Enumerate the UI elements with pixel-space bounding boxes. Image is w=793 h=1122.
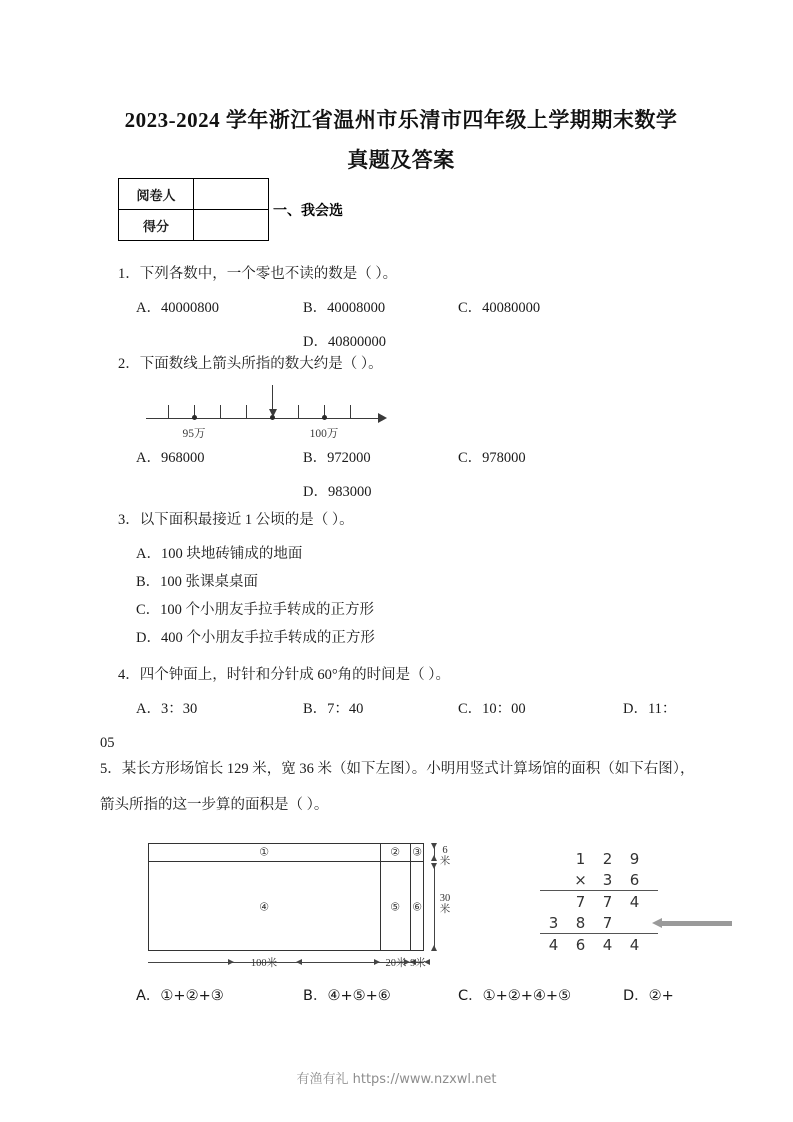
number-line-axis (146, 418, 380, 419)
grader-label: 阅卷人 (119, 179, 194, 210)
question-2-option-c[interactable]: C．978000 (458, 450, 526, 466)
question-2-option-a[interactable]: A．968000 (136, 450, 205, 466)
title-line-1: 2023-2024 学年浙江省温州市乐清市四年级上学期期末数学 (124, 108, 678, 132)
question-5-option-b[interactable]: B．④+⑤+⑥ (303, 988, 391, 1004)
question-4-option-a[interactable]: A．3：30 (136, 701, 198, 717)
dimension-arrow-icon (404, 959, 410, 965)
rectangle-horizontal-divider (148, 861, 424, 862)
dimension-label-20m: 20米 (385, 958, 407, 969)
multiplication-row-partial-2 (540, 912, 658, 933)
number-line-label-95wan: 95万 (182, 428, 206, 440)
question-1-option-a[interactable]: A．40000800 (136, 300, 219, 316)
table-row (119, 210, 269, 241)
multiplication-row-partial-1 (540, 891, 658, 912)
region-label-5: ⑤ (390, 900, 400, 914)
question-3-option-c[interactable]: C．100 个小朋友手拉手转成的正方形 (136, 602, 375, 618)
question-4-option-d[interactable]: D．11： (623, 701, 677, 717)
number-line-pointer-arrow-icon (272, 385, 273, 411)
rectangle-vertical-divider-2 (410, 843, 411, 951)
question-3-option-d[interactable]: D．400 个小朋友手拉手转成的正方形 (136, 630, 375, 646)
score-label: 得分 (119, 210, 194, 241)
vertical-multiplication-figure (540, 848, 700, 963)
mult-cell: 6 (575, 935, 586, 954)
mult-cell: 7 (602, 892, 613, 911)
question-2-option-d[interactable]: D．983000 (303, 484, 372, 500)
question-2-options-row-1 (118, 446, 693, 470)
number-line-tick (298, 405, 299, 419)
mult-cell: 9 (629, 849, 640, 868)
dimension-arrow-icon (431, 945, 437, 951)
question-1-option-b[interactable]: B．40008000 (303, 300, 386, 316)
question-4-option-c[interactable]: C．10：00 (458, 701, 526, 717)
multiplication-row-multiplier (540, 869, 658, 890)
question-3-option-b[interactable]: B．100 张课桌桌面 (136, 574, 259, 590)
page-title (96, 100, 706, 180)
section-heading: 一、我会选 (273, 202, 343, 219)
question-2 (118, 352, 693, 376)
number-line-diagram (146, 385, 396, 443)
dimension-label-30m: 30米 (439, 893, 451, 915)
question-1-option-d[interactable]: D．40800000 (303, 334, 386, 350)
region-label-1: ① (259, 845, 269, 859)
dimension-arrow-icon (228, 959, 234, 965)
question-1 (118, 262, 693, 354)
question-2-options (118, 446, 693, 504)
question-5-stem-line-2: 箭头所指的这一步算的面积是（ ）。 (100, 797, 329, 813)
dimension-label-9m: 9米 (410, 958, 426, 969)
question-4-option-d-continued[interactable]: 05 (100, 735, 115, 751)
region-label-4: ④ (259, 900, 269, 914)
number-line-arrowhead-icon (378, 413, 387, 423)
question-5-option-c[interactable]: C．①+②+④+⑤ (458, 988, 572, 1004)
question-5-options (118, 984, 693, 1008)
mult-cell: 8 (575, 913, 586, 932)
mult-cell: 6 (629, 870, 640, 889)
dimension-label-6m: 6米 (439, 845, 451, 867)
question-2-options-row-2 (118, 480, 693, 504)
dimension-arrow-icon (431, 855, 437, 861)
question-3-stem: 3．以下面积最接近 1 公顷的是（ ）。 (118, 512, 354, 528)
multiplication-row-product (540, 934, 658, 955)
question-1-options-row-2 (118, 330, 693, 354)
score-value[interactable] (194, 210, 269, 241)
multiplication-grid (540, 848, 658, 955)
title-line-2: 真题及答案 (347, 148, 455, 172)
region-label-2: ② (390, 845, 400, 859)
question-1-option-c[interactable]: C．40080000 (458, 300, 541, 316)
question-5-options-row (118, 984, 693, 1008)
number-line-label-100wan: 100万 (309, 428, 339, 440)
number-line-point (322, 415, 327, 420)
question-2-option-b[interactable]: B．972000 (303, 450, 371, 466)
dimension-label-100m: 100米 (250, 958, 278, 969)
mult-cell: 3 (548, 913, 559, 932)
rectangle-vertical-divider-1 (380, 843, 381, 951)
mult-cell: 4 (602, 935, 613, 954)
number-line-tick (246, 405, 247, 419)
mult-cell: 1 (575, 849, 586, 868)
question-1-options-row-1 (118, 296, 693, 320)
multiply-sign-icon: × (574, 870, 587, 889)
dimension-arrow-icon (431, 843, 437, 849)
pointing-arrow-icon (652, 919, 732, 928)
question-5-option-d[interactable]: D．②+ (623, 988, 674, 1004)
number-line-point (192, 415, 197, 420)
score-area (118, 178, 343, 241)
mult-cell: 4 (629, 892, 640, 911)
question-4-stem: 4．四个钟面上，时针和分针成 60°角的时间是（ ）。 (118, 667, 451, 683)
question-3 (118, 508, 693, 652)
number-line-tick (220, 405, 221, 419)
dimension-line-30m (434, 863, 435, 951)
region-label-6: ⑥ (412, 900, 422, 914)
grading-table (118, 178, 269, 241)
question-4-options-row-2 (100, 731, 693, 755)
mult-cell: 2 (602, 849, 613, 868)
mult-cell: 3 (602, 870, 613, 889)
question-5-option-a[interactable]: A．①+②+③ (136, 988, 224, 1004)
dimension-arrow-icon (296, 959, 302, 965)
question-5-stem-line-1: 5．某长方形场馆长 129 米，宽 36 米（如下左图）。小明用竖式计算场馆的面积（如下右图）， (100, 761, 695, 777)
question-4-options-row-1 (118, 697, 693, 721)
region-label-3: ③ (412, 845, 422, 859)
mult-cell: 7 (602, 913, 613, 932)
footer-watermark: 有渔有礼 https://www.nzxwl.net (296, 1072, 497, 1087)
question-1-stem: 1．下列各数中，一个零也不读的数是（ ）。 (118, 266, 398, 282)
dimension-arrow-icon (431, 863, 437, 869)
question-2-stem: 2．下面数线上箭头所指的数大约是（ ）。 (118, 356, 383, 372)
stadium-rectangle-figure (148, 843, 466, 978)
table-row (119, 179, 269, 210)
dimension-arrow-icon (374, 959, 380, 965)
mult-cell: 7 (575, 892, 586, 911)
mult-cell: 4 (548, 935, 559, 954)
multiplication-row-multiplicand (540, 848, 658, 869)
question-3-option-a[interactable]: A．100 块地砖铺成的地面 (136, 546, 303, 562)
number-line-tick (168, 405, 169, 419)
number-line-tick (350, 405, 351, 419)
question-4 (100, 663, 693, 755)
question-4-option-b[interactable]: B．7：40 (303, 701, 364, 717)
mult-cell: 4 (629, 935, 640, 954)
grader-value[interactable] (194, 179, 269, 210)
question-5 (100, 757, 700, 817)
arrow-shaft (660, 921, 732, 926)
rectangle-outline (148, 843, 424, 951)
